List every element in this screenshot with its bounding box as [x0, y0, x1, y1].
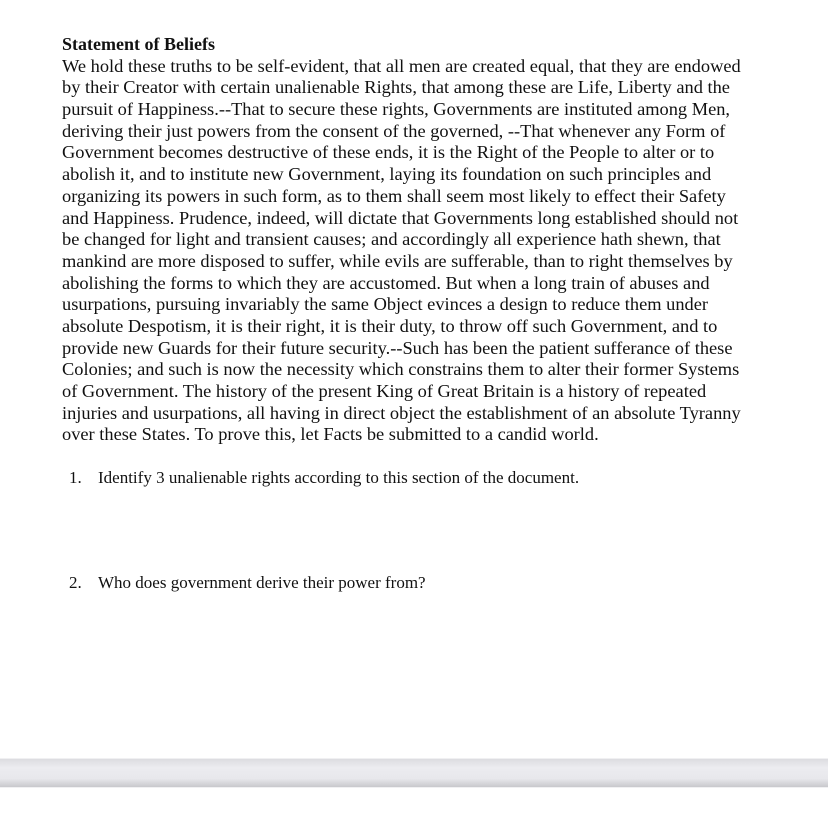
- passage-line: be changed for light and transient causes; and accordingly all experience hath shewn, that: [62, 229, 721, 250]
- passage-line: over these States. To prove this, let Facts be submitted to a candid world.: [62, 424, 599, 445]
- passage-line: Colonies; and such is now the necessity which constrains them to alter their former Systems: [62, 359, 740, 380]
- passage-line: deriving their just powers from the consent of the governed, --That whenever any Form of: [62, 120, 726, 141]
- passage-line: We hold these truths to be self-evident, that all men are created equal, that they are endowed: [62, 55, 741, 76]
- passage-line: usurpations, pursuing invariably the same Object evinces a design to reduce them under: [62, 294, 709, 315]
- passage-line: Government becomes destructive of these ends, it is the Right of the People to alter or to: [62, 142, 715, 163]
- passage-line: and Happiness. Prudence, indeed, will dictate that Governments long established should not: [62, 207, 739, 228]
- page-separator-bar: [0, 758, 828, 788]
- question-1: [69, 468, 579, 488]
- question-text: Identify 3 unalienable rights according to this section of the document.: [98, 468, 580, 487]
- passage-text: [62, 56, 822, 446]
- passage-line: pursuit of Happiness.--That to secure these rights, Governments are instituted among Men,: [62, 99, 731, 120]
- passage-line: mankind are more disposed to suffer, while evils are sufferable, than to right themselves by: [62, 250, 733, 271]
- passage-line: provide new Guards for their future security.--Such has been the patient sufferance of these: [62, 337, 733, 358]
- question-number: 1.: [69, 468, 82, 487]
- question-text: Who does government derive their power from?: [98, 573, 426, 592]
- passage-line: of Government. The history of the present King of Great Britain is a history of repeated: [62, 381, 707, 401]
- passage-line: abolish it, and to institute new Government, laying its foundation on such principles and: [62, 164, 712, 185]
- question-number: 2.: [69, 573, 82, 592]
- passage-line: organizing its powers in such form, as to them shall seem most likely to effect their Safety: [62, 185, 726, 206]
- document-body: [62, 34, 822, 446]
- passage-line: absolute Despotism, it is their right, it is their duty, to throw off such Government, and to: [62, 315, 718, 336]
- document-title: Statement of Beliefs: [62, 34, 215, 54]
- passage-line: abolishing the forms to which they are accustomed. But when a long train of abuses and: [62, 272, 710, 293]
- question-2: [69, 573, 426, 593]
- passage-line: injuries and usurpations, all having in direct object the establishment of an absolute Tyranny: [62, 402, 741, 423]
- passage-line: by their Creator with certain unalienable Rights, that among these are Life, Liberty and the: [62, 77, 730, 98]
